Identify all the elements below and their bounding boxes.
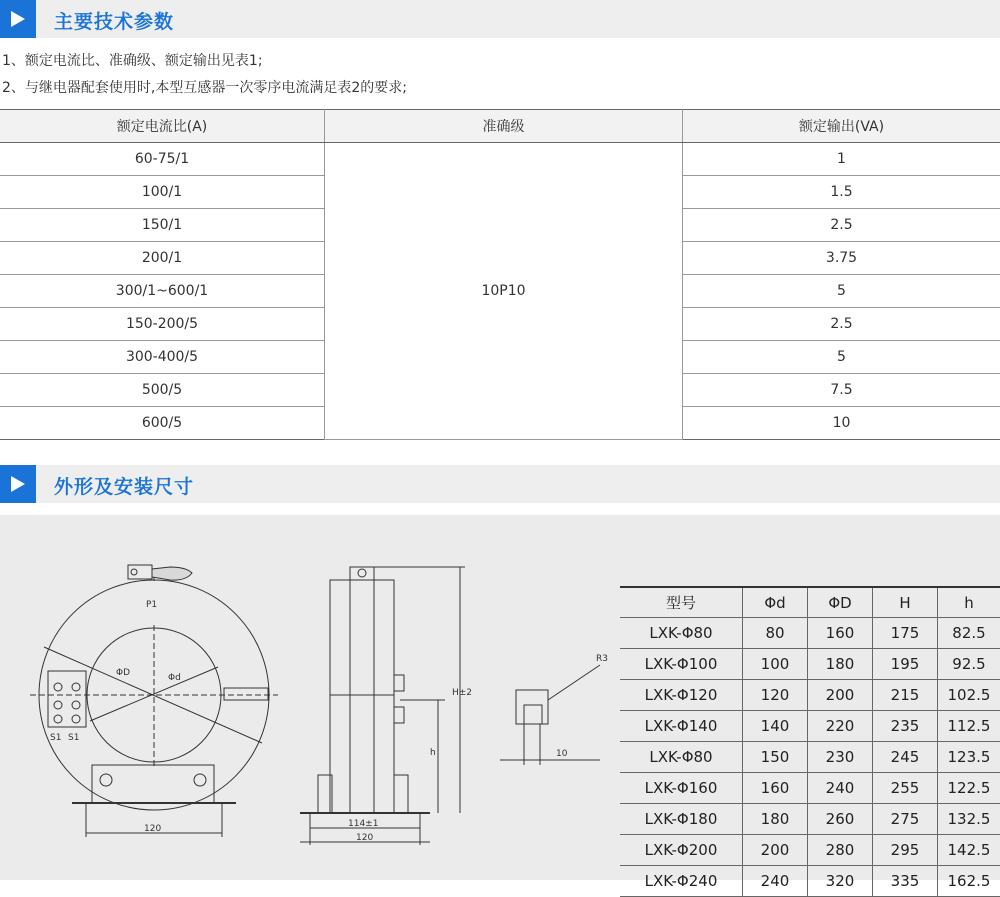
label-h: h <box>430 748 436 758</box>
table-row <box>620 866 1000 897</box>
label-H: H±2 <box>452 688 472 698</box>
value-cell: 92.5 <box>938 649 1000 680</box>
table-row <box>620 804 1000 835</box>
value-cell: 215 <box>873 680 938 711</box>
value-cell: 160 <box>743 773 808 804</box>
ratio-cell: 150/1 <box>0 209 325 242</box>
model-cell: LXK-Φ100 <box>620 649 743 680</box>
column-header: Φd <box>743 587 808 618</box>
table-row <box>620 618 1000 649</box>
column-header: h <box>938 587 1000 618</box>
value-cell: 295 <box>873 835 938 866</box>
output-cell: 2.5 <box>683 209 1000 242</box>
table-row <box>620 711 1000 742</box>
value-cell: 245 <box>873 742 938 773</box>
value-cell: 280 <box>808 835 873 866</box>
value-cell: 275 <box>873 804 938 835</box>
value-cell: 175 <box>873 618 938 649</box>
label-width-114: 114±1 <box>348 819 378 829</box>
value-cell: 255 <box>873 773 938 804</box>
value-cell: 120 <box>743 680 808 711</box>
output-cell: 2.5 <box>683 308 1000 341</box>
value-cell: 195 <box>873 649 938 680</box>
value-cell: 122.5 <box>938 773 1000 804</box>
column-header: ΦD <box>808 587 873 618</box>
table-row <box>620 773 1000 804</box>
table-row <box>620 649 1000 680</box>
note-line: 2、与继电器配套使用时,本型互感器一次零序电流满足表2的要求; <box>2 77 407 97</box>
value-cell: 80 <box>743 618 808 649</box>
section-header-dimensions <box>0 465 1000 503</box>
label-phi-D: ΦD <box>116 668 130 678</box>
table-row <box>620 835 1000 866</box>
value-cell: 150 <box>743 742 808 773</box>
value-cell: 160 <box>808 618 873 649</box>
label-phi-d: Φd <box>168 673 181 683</box>
model-cell: LXK-Φ160 <box>620 773 743 804</box>
column-header: 型号 <box>620 587 743 618</box>
value-cell: 132.5 <box>938 804 1000 835</box>
value-cell: 240 <box>743 866 808 897</box>
column-header: 额定输出(VA) <box>683 110 1000 143</box>
model-cell: LXK-Φ80 <box>620 618 743 649</box>
label-r3: R3 <box>596 654 608 664</box>
column-header: 准确级 <box>325 110 683 143</box>
ratio-cell: 100/1 <box>0 176 325 209</box>
value-cell: 200 <box>743 835 808 866</box>
model-cell: LXK-Φ180 <box>620 804 743 835</box>
ratio-cell: 200/1 <box>0 242 325 275</box>
value-cell: 142.5 <box>938 835 1000 866</box>
output-cell: 1.5 <box>683 176 1000 209</box>
label-s1: S1 <box>68 733 79 743</box>
value-cell: 100 <box>743 649 808 680</box>
model-cell: LXK-Φ80 <box>620 742 743 773</box>
value-cell: 235 <box>873 711 938 742</box>
value-cell: 180 <box>808 649 873 680</box>
model-cell: LXK-Φ240 <box>620 866 743 897</box>
table-header-row <box>0 110 1000 143</box>
model-cell: LXK-Φ120 <box>620 680 743 711</box>
accuracy-cell: 10P10 <box>325 143 683 440</box>
spec-table <box>0 109 1000 440</box>
output-cell: 5 <box>683 275 1000 308</box>
section-title: 主要技术参数 <box>54 7 174 34</box>
value-cell: 82.5 <box>938 618 1000 649</box>
output-cell: 10 <box>683 407 1000 440</box>
value-cell: 240 <box>808 773 873 804</box>
table-row <box>620 742 1000 773</box>
play-triangle-icon <box>0 465 36 503</box>
model-cell: LXK-Φ140 <box>620 711 743 742</box>
value-cell: 220 <box>808 711 873 742</box>
output-cell: 7.5 <box>683 374 1000 407</box>
value-cell: 335 <box>873 866 938 897</box>
label-p1: P1 <box>146 600 157 610</box>
ratio-cell: 600/5 <box>0 407 325 440</box>
value-cell: 102.5 <box>938 680 1000 711</box>
model-cell: LXK-Φ200 <box>620 835 743 866</box>
label-s1: S1 <box>50 733 61 743</box>
section-title: 外形及安装尺寸 <box>54 472 194 499</box>
value-cell: 123.5 <box>938 742 1000 773</box>
value-cell: 140 <box>743 711 808 742</box>
column-header: 额定电流比(A) <box>0 110 325 143</box>
play-triangle-icon <box>0 0 36 38</box>
value-cell: 230 <box>808 742 873 773</box>
technical-drawing <box>0 515 620 880</box>
value-cell: 320 <box>808 866 873 897</box>
label-width-120: 120 <box>356 833 373 843</box>
table-row <box>0 143 1000 176</box>
value-cell: 180 <box>743 804 808 835</box>
column-header: H <box>873 587 938 618</box>
dimension-table <box>620 586 1000 897</box>
output-cell: 1 <box>683 143 1000 176</box>
ratio-cell: 300/1~600/1 <box>0 275 325 308</box>
output-cell: 3.75 <box>683 242 1000 275</box>
output-cell: 5 <box>683 341 1000 374</box>
ratio-cell: 60-75/1 <box>0 143 325 176</box>
note-line: 1、额定电流比、准确级、额定输出见表1; <box>2 50 263 70</box>
ratio-cell: 500/5 <box>0 374 325 407</box>
table-row <box>620 680 1000 711</box>
label-10: 10 <box>556 749 568 759</box>
value-cell: 260 <box>808 804 873 835</box>
ratio-cell: 150-200/5 <box>0 308 325 341</box>
table-header-row <box>620 587 1000 618</box>
value-cell: 112.5 <box>938 711 1000 742</box>
value-cell: 162.5 <box>938 866 1000 897</box>
value-cell: 200 <box>808 680 873 711</box>
label-width-120: 120 <box>144 824 161 834</box>
ratio-cell: 300-400/5 <box>0 341 325 374</box>
section-header-specs <box>0 0 1000 38</box>
